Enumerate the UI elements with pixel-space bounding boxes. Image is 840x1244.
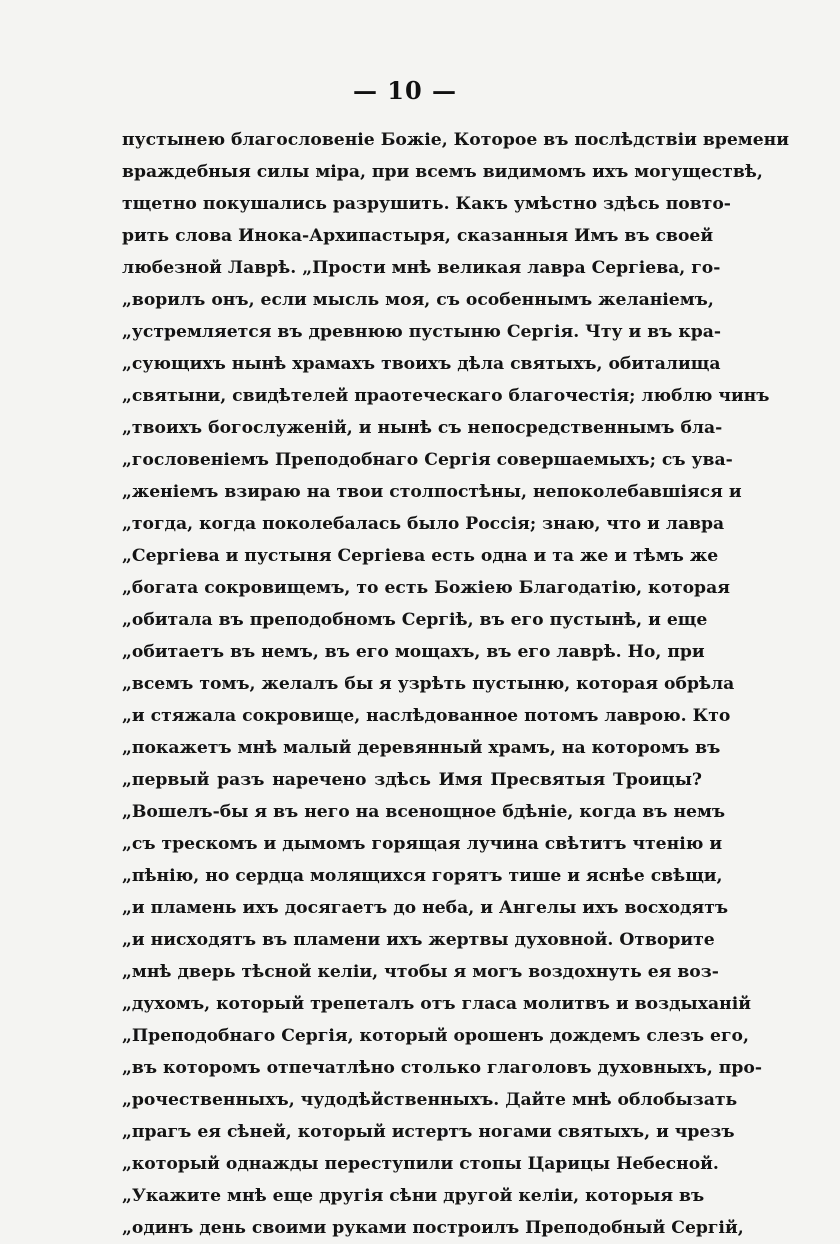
text-line: „первый разъ наречено здѣсь Имя Пресвятыя Троицы? [122, 770, 702, 790]
text-line: „женіемъ взираю на твои столпостѣны, непоколебавшіяся и [122, 482, 742, 502]
text-line: „съ трескомъ и дымомъ горящая лучина свѣтитъ чтенію и [122, 834, 723, 854]
text-line: „Преподобнаго Сергія, который орошенъ дождемъ слезъ его, [122, 1026, 749, 1046]
text-line: „который однажды переступили стопы Царицы Небесной. [122, 1154, 719, 1174]
text-line: любезной Лаврѣ. „Прости мнѣ великая лавра Сергіева, го- [122, 258, 721, 278]
text-line: „покажетъ мнѣ малый деревянный храмъ, на которомъ въ [122, 738, 721, 758]
text-line: „одинъ день своими руками построилъ Преподобный Сергій, [122, 1218, 744, 1238]
text-line: „гословеніемъ Преподобнаго Сергія совершаемыхъ; съ ува- [122, 450, 733, 470]
text-line: „всемъ томъ, желалъ бы я узрѣть пустыню, которая обрѣла [122, 674, 735, 694]
text-line: „пѣнію, но сердца молящихся горятъ тише и яснѣе свѣщи, [122, 866, 723, 886]
text-line: „твоихъ богослуженій, и нынѣ съ непосредственнымъ бла- [122, 418, 723, 438]
text-line: „богата сокровищемъ, то есть Божіею Благодатію, которая [122, 578, 730, 598]
text-line: „обитаетъ въ немъ, въ его мощахъ, въ его лаврѣ. Но, при [122, 642, 705, 662]
text-line: „обитала въ преподобномъ Сергіѣ, въ его пустынѣ, и еще [122, 610, 708, 630]
text-line: „въ которомъ отпечатлѣно столько глаголовъ духовныхъ, про- [122, 1058, 763, 1078]
text-line: рить слова Инока-Архипастыря, сказанныя Имъ въ своей [122, 226, 714, 246]
page-number: — 10 — [352, 76, 458, 105]
text-line: „и пламень ихъ досягаетъ до неба, и Ангелы ихъ восходятъ [122, 898, 729, 918]
text-line: тщетно покушались разрушить. Какъ умѣстно здѣсь повто- [122, 194, 731, 214]
body-text [122, 124, 789, 1244]
text-line: „святыни, свидѣтелей праотеческаго благочестія; люблю чинъ [122, 386, 770, 406]
text-line: „прагъ ея сѣней, который истертъ ногами святыхъ, и чрезъ [122, 1122, 735, 1142]
text-line: „Вошелъ-бы я въ него на всенощное бдѣніе, когда въ немъ [122, 802, 726, 822]
text-line: „и нисходятъ въ пламени ихъ жертвы духовной. Отворите [122, 930, 715, 950]
text-line: пустынею благословеніе Божіе, Которое въ послѣдствіи времени [122, 130, 789, 150]
text-line: „ворилъ онъ, если мысль моя, съ особеннымъ желаніемъ, [122, 290, 714, 310]
text-line: „тогда, когда поколебалась было Россія; знаю, что и лавра [122, 514, 725, 534]
text-line: „мнѣ дверь тѣсной келіи, чтобы я могъ воздохнуть ея воз- [122, 962, 719, 982]
text-line: „рочественныхъ, чудодѣйственныхъ. Дайте мнѣ облобызать [122, 1090, 738, 1110]
text-line: „духомъ, который трепеталъ отъ гласа молитвъ и воздыханій [122, 994, 752, 1014]
text-line: „и стяжала сокровище, наслѣдованное потомъ лаврою. Кто [122, 706, 731, 726]
text-line: „Укажите мнѣ еще другія сѣни другой келіи, которыя въ [122, 1186, 705, 1206]
text-line: „сующихъ нынѣ храмахъ твоихъ дѣла святыхъ, обиталища [122, 354, 721, 374]
text-line: „Сергіева и пустыня Сергіева есть одна и та же и тѣмъ же [122, 546, 719, 566]
text-line: „устремляется въ древнюю пустыню Сергія. Чту и въ кра- [122, 322, 722, 342]
text-line: враждебныя силы міра, при всемъ видимомъ ихъ могуществѣ, [122, 162, 763, 182]
